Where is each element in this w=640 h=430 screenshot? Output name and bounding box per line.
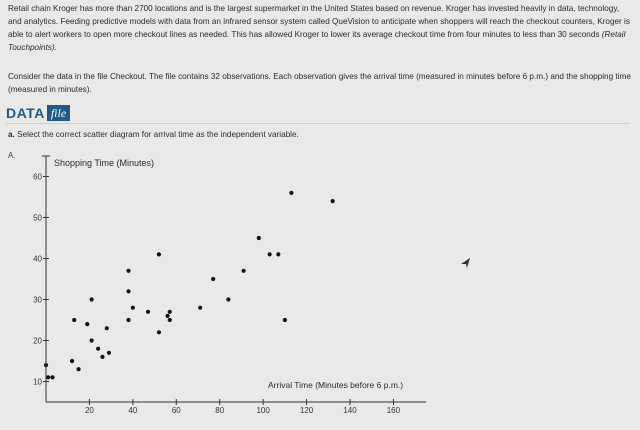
data-point — [126, 269, 130, 273]
data-point — [157, 252, 161, 256]
data-point — [85, 322, 89, 326]
y-tick-label: 40 — [33, 254, 42, 264]
data-point — [166, 314, 170, 318]
mouse-cursor-icon — [461, 258, 471, 270]
data-point — [107, 351, 111, 355]
data-point — [157, 330, 161, 334]
y-axis-label: Shopping Time (Minutes) — [54, 158, 155, 168]
data-point — [126, 318, 130, 322]
data-point — [198, 306, 202, 310]
data-point — [100, 355, 104, 359]
data-point — [257, 236, 261, 240]
data-point — [168, 310, 172, 314]
question-prefix: a. — [8, 130, 15, 139]
data-file-badge[interactable] — [6, 105, 70, 121]
y-tick-label: 20 — [33, 336, 42, 346]
intro-citation: (Retail Touchpoints). — [8, 30, 626, 52]
data-point — [96, 347, 100, 351]
x-tick-label: 160 — [386, 406, 401, 415]
data-point — [211, 277, 215, 281]
data-point — [76, 367, 80, 371]
data-point — [50, 375, 54, 379]
question-text: Select the correct scatter diagram for arrival time as the independent variable. — [17, 130, 299, 139]
data-point — [276, 252, 280, 256]
data-point — [126, 289, 130, 293]
question — [8, 130, 299, 139]
file-label: file — [47, 105, 70, 121]
x-tick-label: 80 — [215, 406, 225, 415]
data-point — [90, 338, 94, 342]
y-tick-label: 60 — [33, 172, 42, 182]
data-point — [46, 375, 50, 379]
problem-consider: Consider the data in the file Checkout. The file contains 32 observations. Each observation gives the arrival time (measured in minutes before 6 p.m.) and the shopping time (measured in minutes). — [8, 72, 631, 94]
data-point — [168, 318, 172, 322]
x-axis-label: Arrival Time (Minutes before 6 p.m.) — [268, 380, 404, 390]
y-tick-label: 50 — [33, 213, 42, 223]
x-tick-label: 100 — [256, 406, 270, 415]
data-point — [226, 297, 230, 301]
data-point — [268, 252, 272, 256]
y-tick-label: 10 — [33, 377, 42, 387]
y-tick-label: 30 — [33, 295, 42, 305]
data-point — [283, 318, 287, 322]
data-point — [242, 269, 246, 273]
data-point — [90, 297, 94, 301]
data-point — [146, 310, 150, 314]
data-point — [70, 359, 74, 363]
x-tick-label: 60 — [171, 406, 181, 415]
problem-intro — [8, 2, 632, 54]
x-tick-label: 40 — [128, 406, 138, 415]
data-label: DATA — [6, 105, 45, 121]
data-point — [289, 191, 293, 195]
scatter-chart — [30, 152, 450, 418]
data-point — [331, 199, 335, 203]
x-tick-label: 120 — [299, 406, 314, 415]
x-tick-label: 20 — [84, 406, 94, 415]
x-tick-label: 140 — [343, 406, 357, 415]
data-point — [72, 318, 76, 322]
data-point — [131, 306, 135, 310]
intro-text: Retail chain Kroger has more than 2700 locations and is the largest supermarket in the United States based on revenue. Kroger has invested heavily in data, technology, and analytics. Feeding predictive models with data from an infrared sensor system called QueVision to anticipate when shoppers will reach the checkout counters, Kroger is able to alert workers to open more checkout lines as needed. This has allowed Kroger to lower its average checkout time from four minutes to less than 30 seconds — [8, 4, 630, 39]
data-point — [105, 326, 109, 330]
divider — [6, 123, 630, 124]
choice-label[interactable]: A. — [8, 151, 16, 160]
